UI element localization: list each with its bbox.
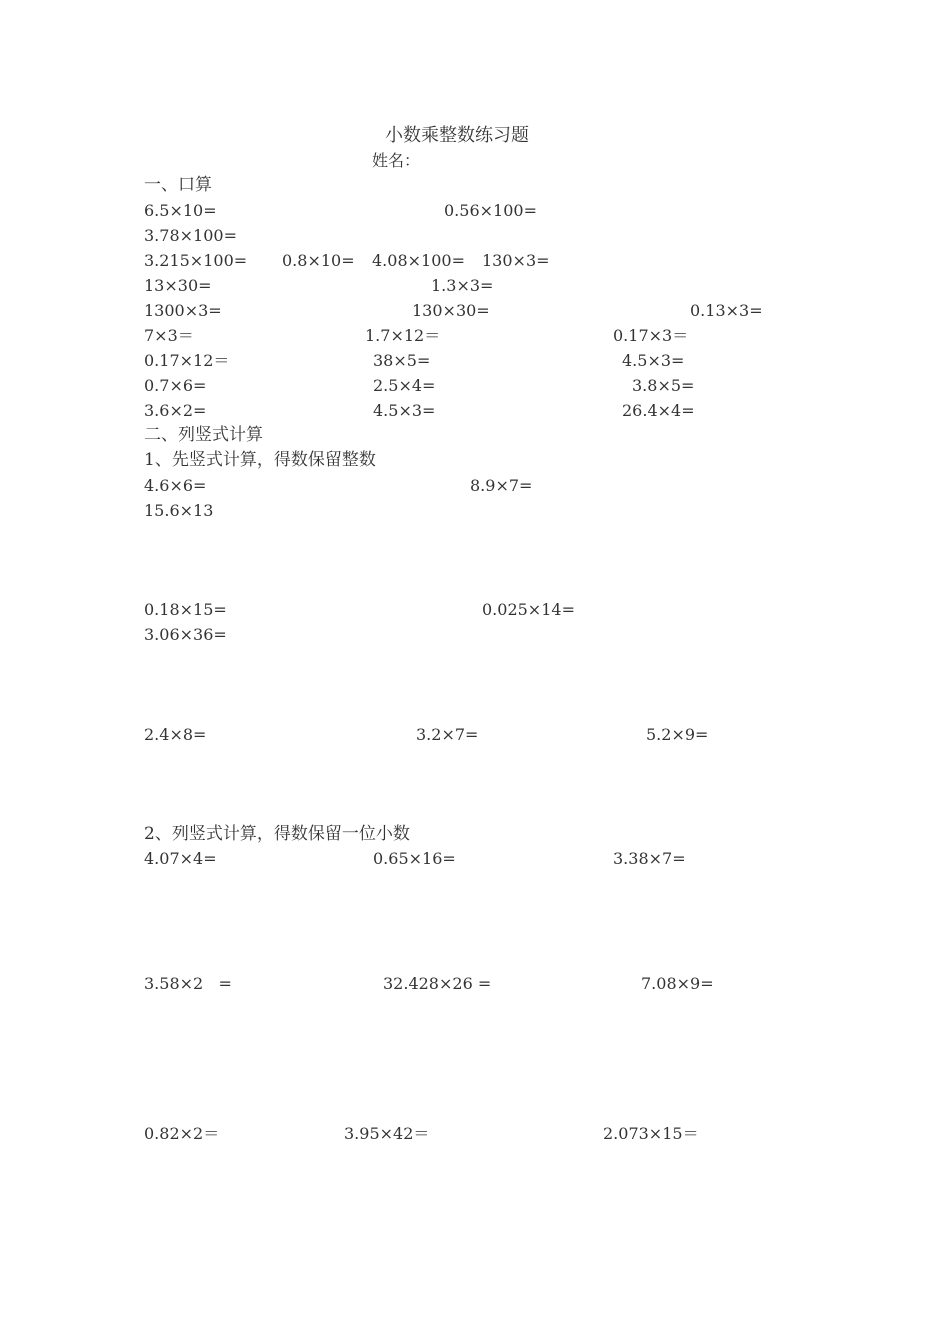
problem: 0.025×14= xyxy=(482,600,575,619)
problem: 15.6×13 xyxy=(144,501,214,520)
problem: 130×3= xyxy=(482,251,550,270)
problem: 3.6×2= xyxy=(144,401,207,420)
problem: 2.4×8= xyxy=(144,725,207,744)
problem: 8.9×7= xyxy=(470,476,533,495)
problem: 32.428×26 = xyxy=(383,974,492,993)
problem: 0.65×16= xyxy=(373,849,456,868)
problem: 2.073×15＝ xyxy=(603,1124,699,1143)
problem: 4.08×100= xyxy=(372,251,465,270)
problem: 0.56×100= xyxy=(444,201,537,220)
problem: 4.07×4= xyxy=(144,849,217,868)
section2-heading: 二、列竖式计算 xyxy=(144,425,263,445)
problem: 1300×3= xyxy=(144,301,222,320)
page-title: 小数乘整数练习题 xyxy=(385,125,529,146)
problem: 4.5×3= xyxy=(373,401,436,420)
problem: 0.18×15= xyxy=(144,600,227,619)
problem: 3.95×42＝ xyxy=(344,1124,430,1143)
part2-heading: 2、列竖式计算，得数保留一位小数 xyxy=(144,824,410,844)
problem: 2.5×4= xyxy=(373,376,436,395)
problem: 0.82×2＝ xyxy=(144,1124,220,1143)
problem: 4.6×6= xyxy=(144,476,207,495)
problem: 0.13×3= xyxy=(690,301,763,320)
problem: 0.8×10= xyxy=(282,251,355,270)
problem: 3.215×100= xyxy=(144,251,248,270)
problem: 7.08×9= xyxy=(641,974,714,993)
problem: 7×3＝ xyxy=(144,326,194,345)
problem: 3.78×100= xyxy=(144,226,237,245)
problem: 5.2×9= xyxy=(646,725,709,744)
problem: 13×30= xyxy=(144,276,212,295)
problem: 1.7×12＝ xyxy=(365,326,441,345)
problem: 4.5×3= xyxy=(622,351,685,370)
name-label: 姓名： xyxy=(372,151,421,170)
problem: 0.17×12＝ xyxy=(144,351,230,370)
problem: 3.2×7= xyxy=(416,725,479,744)
problem: 0.17×3＝ xyxy=(613,326,689,345)
problem: 1.3×3= xyxy=(431,276,494,295)
problem: 38×5= xyxy=(373,351,431,370)
problem: 6.5×10= xyxy=(144,201,217,220)
problem: 3.38×7= xyxy=(613,849,686,868)
part1-heading: 1、先竖式计算，得数保留整数 xyxy=(144,450,376,470)
problem: 3.06×36= xyxy=(144,625,227,644)
section1-heading: 一、口算 xyxy=(144,175,212,195)
problem: 130×30= xyxy=(412,301,490,320)
problem: 26.4×4= xyxy=(622,401,695,420)
problem: 0.7×6= xyxy=(144,376,207,395)
problem: 3.8×5= xyxy=(632,376,695,395)
problem: 3.58×2 = xyxy=(144,974,232,993)
